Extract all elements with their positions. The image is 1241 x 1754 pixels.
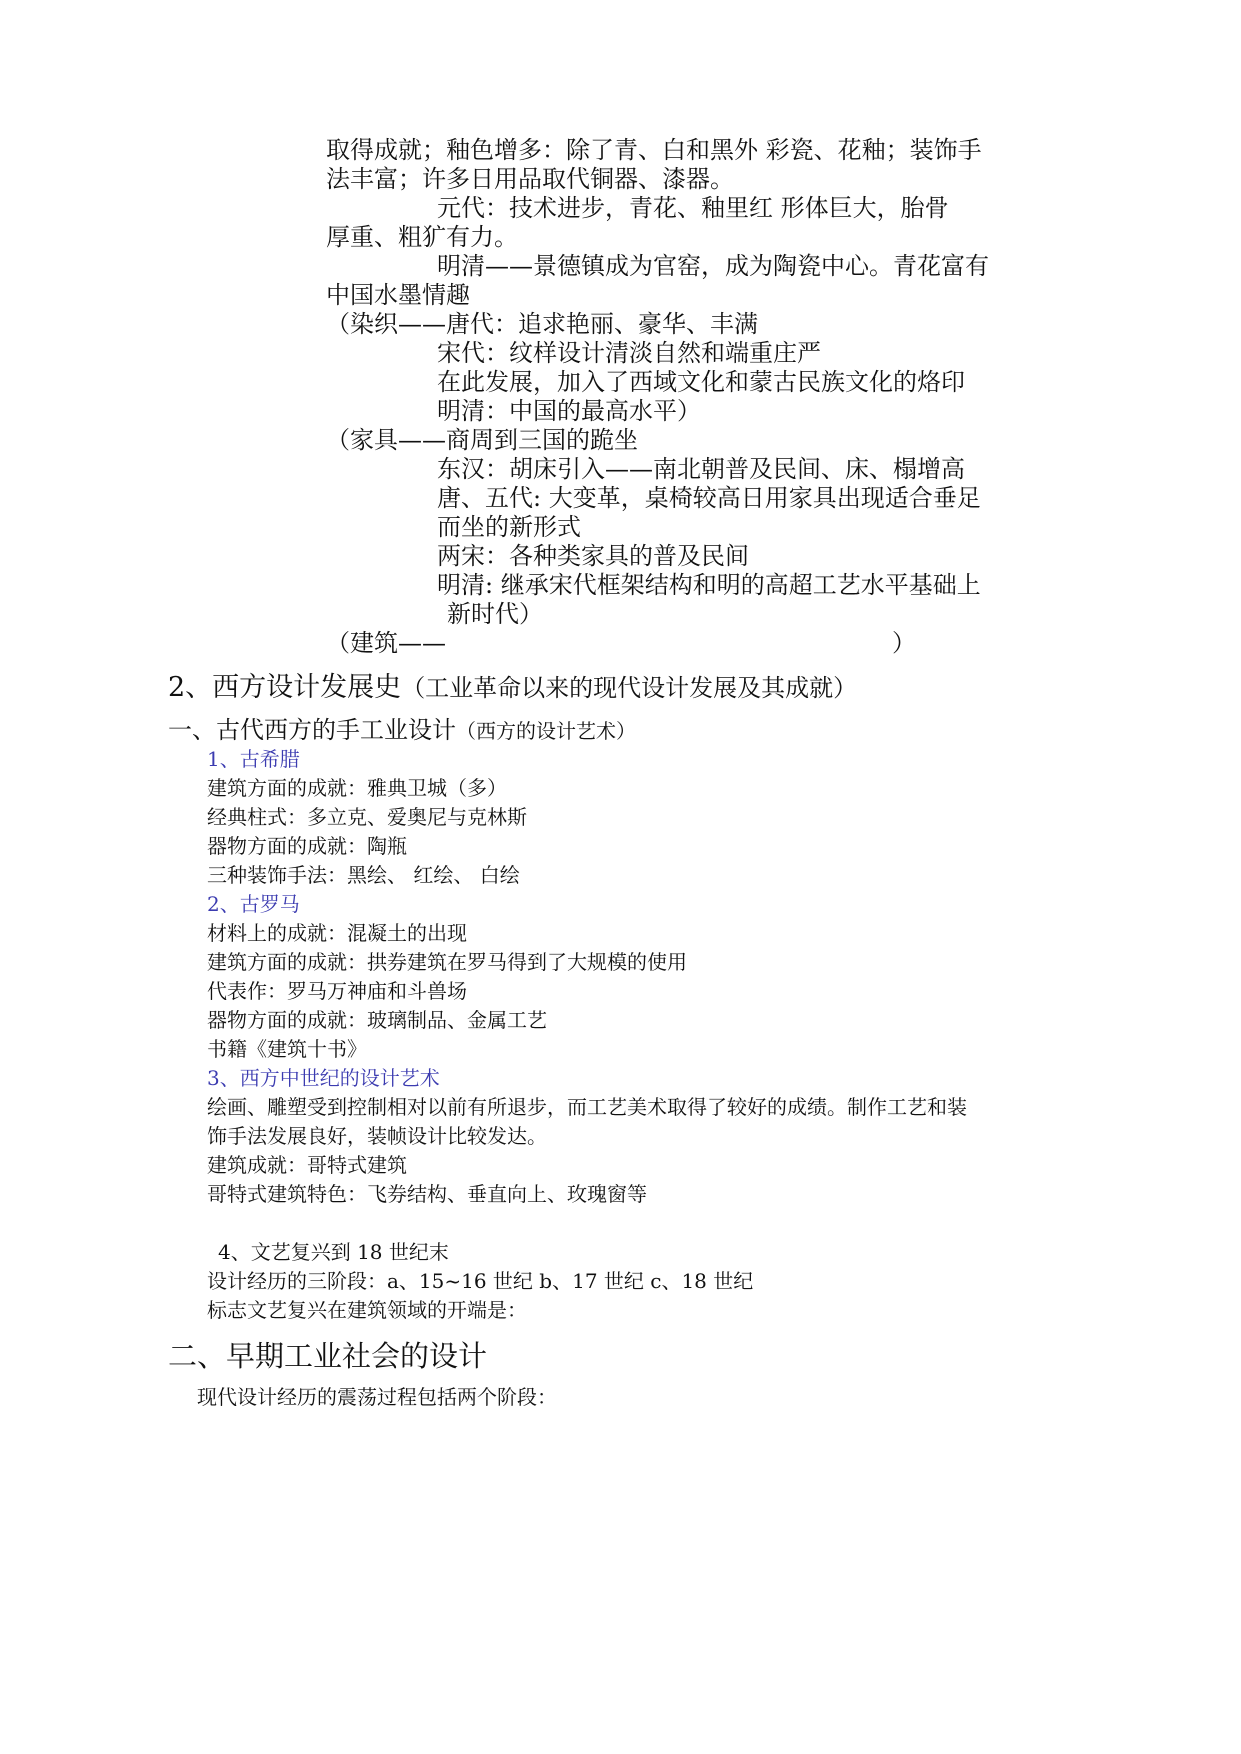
ceramics-song-line-2: 法丰富；许多日用品取代铜器、漆器。 — [326, 165, 734, 193]
medieval-title: 3、西方中世纪的设计艺术 — [207, 1066, 440, 1090]
greece-title: 1、古希腊 — [207, 747, 300, 771]
greece-line-4: 三种装饰手法：黑绘、 红绘、 白绘 — [207, 863, 520, 887]
rome-line-2: 建筑方面的成就：拱券建筑在罗马得到了大规模的使用 — [207, 950, 687, 974]
medieval-line-2: 饰手法发展良好，装帧设计比较发达。 — [207, 1124, 547, 1148]
greece-line-2: 经典柱式：多立克、爱奥尼与克林斯 — [207, 805, 527, 829]
furniture-line-6: 明清: 继承宋代框架结构和明的高超工艺水平基础上 — [437, 571, 981, 599]
part2-heading: 二、早期工业社会的设计 — [168, 1339, 488, 1373]
section-west-heading — [168, 674, 857, 701]
textiles-line-2: 宋代：纹样设计清淡自然和端重庄严 — [437, 339, 821, 367]
furniture-line-4: 而坐的新形式 — [437, 513, 581, 541]
rome-line-5: 书籍《建筑十书》 — [207, 1037, 367, 1061]
section-west-heading-main: 2、西方设计发展史 — [168, 672, 402, 703]
furniture-line-2: 东汉：胡床引入——南北朝普及民间、床、榻增高 — [437, 455, 965, 483]
renaissance-line-1: 设计经历的三阶段：a、15~16 世纪 b、17 世纪 c、18 世纪 — [207, 1269, 754, 1293]
ceramics-mingqing-line-2: 中国水墨情趣 — [326, 281, 470, 309]
textiles-line-1: （染织——唐代：追求艳丽、豪华、丰满 — [326, 310, 758, 338]
medieval-line-4: 哥特式建筑特色：飞券结构、垂直向上、玫瑰窗等 — [207, 1182, 647, 1206]
ceramics-mingqing-line-1: 明清——景德镇成为官窑，成为陶瓷中心。青花富有 — [437, 252, 989, 280]
part2-line-1: 现代设计经历的震荡过程包括两个阶段： — [197, 1385, 557, 1409]
ceramics-yuan-line-2: 厚重、粗犷有力。 — [326, 223, 518, 251]
furniture-line-3: 唐、五代: 大变革，桌椅较高日用家具出现适合垂足 — [437, 484, 981, 512]
renaissance-line-2: 标志文艺复兴在建筑领域的开端是： — [207, 1298, 527, 1322]
rome-line-4: 器物方面的成就：玻璃制品、金属工艺 — [207, 1008, 547, 1032]
furniture-line-5: 两宋：各种类家具的普及民间 — [437, 542, 749, 570]
ceramics-yuan-line-1: 元代：技术进步，青花、釉里红 形体巨大，胎骨 — [437, 194, 949, 222]
architecture-close: ） — [892, 629, 916, 657]
rome-line-3: 代表作：罗马万神庙和斗兽场 — [207, 979, 467, 1003]
part1-heading-sub: （西方的设计艺术） — [456, 719, 636, 743]
greece-line-3: 器物方面的成就：陶瓶 — [207, 834, 407, 858]
section-west-heading-sub: （工业革命以来的现代设计发展及其成就） — [401, 674, 858, 702]
rome-line-1: 材料上的成就：混凝土的出现 — [207, 921, 467, 945]
ceramics-song-line-1: 取得成就；釉色增多：除了青、白和黑外 彩瓷、花釉；装饰手 — [326, 136, 982, 164]
textiles-line-4: 明清：中国的最高水平） — [437, 397, 701, 425]
greece-line-1: 建筑方面的成就：雅典卫城（多） — [207, 776, 507, 800]
medieval-line-3: 建筑成就：哥特式建筑 — [207, 1153, 407, 1177]
textiles-line-3: 在此发展，加入了西域文化和蒙古民族文化的烙印 — [437, 368, 965, 396]
part1-heading — [168, 718, 636, 742]
rome-title: 2、古罗马 — [207, 892, 300, 916]
furniture-line-7: 新时代） — [447, 600, 543, 628]
furniture-line-1: （家具——商周到三国的跪坐 — [326, 426, 638, 454]
medieval-line-1: 绘画、雕塑受到控制相对以前有所退步，而工艺美术取得了较好的成绩。制作工艺和装 — [207, 1095, 967, 1119]
architecture-open: （建筑—— — [326, 629, 446, 657]
part1-heading-main: 一、古代西方的手工业设计 — [168, 716, 456, 744]
renaissance-title: 4、文艺复兴到 18 世纪末 — [218, 1240, 449, 1264]
